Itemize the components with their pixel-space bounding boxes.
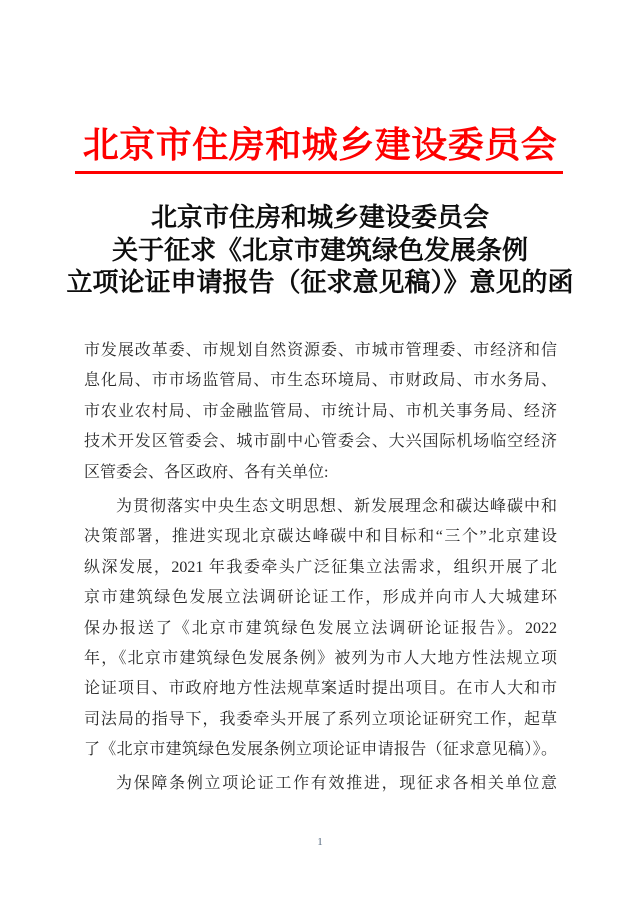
body-line: 论证项目、市政府地方性法规草案适时提出项目。在市人大和市	[84, 680, 557, 698]
letterhead-org-title: 北京市住房和城乡建设委员会	[82, 125, 558, 165]
body-line: 司法局的指导下，我委牵头开展了系列立项论证研究工作，起草	[84, 710, 557, 728]
letter-body	[84, 336, 557, 800]
body-line: 保办报送了《北京市建筑绿色发展立法调研论证报告》。2022	[84, 619, 557, 637]
document-title	[0, 202, 640, 300]
body-line: 为保障条例立项论证工作有效推进，现征求各相关单位意	[116, 775, 557, 793]
main-paragraph-2	[84, 769, 557, 799]
body-line: 京市建筑绿色发展立法调研论证工作，形成并向市人大城建环	[84, 589, 557, 607]
body-line: 了《北京市建筑绿色发展条例立项论证申请报告（征求意见稿）》。	[84, 741, 557, 759]
body-line: 区管委会、各区政府、各有关单位:	[84, 463, 329, 481]
recipients-paragraph	[84, 336, 557, 488]
document-title-line-1: 北京市住房和城乡建设委员会	[150, 203, 489, 232]
page-number: 1	[317, 836, 323, 848]
body-line: 市发展改革委、市规划自然资源委、市城市管理委、市经济和信	[84, 342, 557, 359]
body-line: 技术开发区管委会、城市副中心管委会、大兴国际机场临空经济	[84, 433, 557, 451]
body-line: 市农业农村局、市金融监管局、市统计局、市机关事务局、经济	[84, 402, 557, 420]
document-title-line-2: 关于征求《北京市建筑绿色发展条例	[111, 235, 528, 265]
body-line: 息化局、市市场监管局、市生态环境局、市财政局、市水务局、	[84, 372, 557, 390]
body-line: 决策部署，推进实现北京碳达峰碳中和目标和“三个”北京建设	[84, 528, 557, 546]
document-title-line-3: 立项论证申请报告（征求意见稿）》意见的函	[66, 268, 574, 297]
letterhead-red-rule	[75, 171, 563, 174]
body-line: 为贯彻落实中央生态文明思想、新发展理念和碳达峰碳中和	[116, 497, 557, 515]
body-line: 年，《北京市建筑绿色发展条例》被列为市人大地方性法规立项	[84, 649, 557, 667]
body-line: 纵深发展，2021 年我委牵头广泛征集立法需求，组织开展了北	[84, 558, 557, 576]
main-paragraph-1	[84, 492, 557, 766]
